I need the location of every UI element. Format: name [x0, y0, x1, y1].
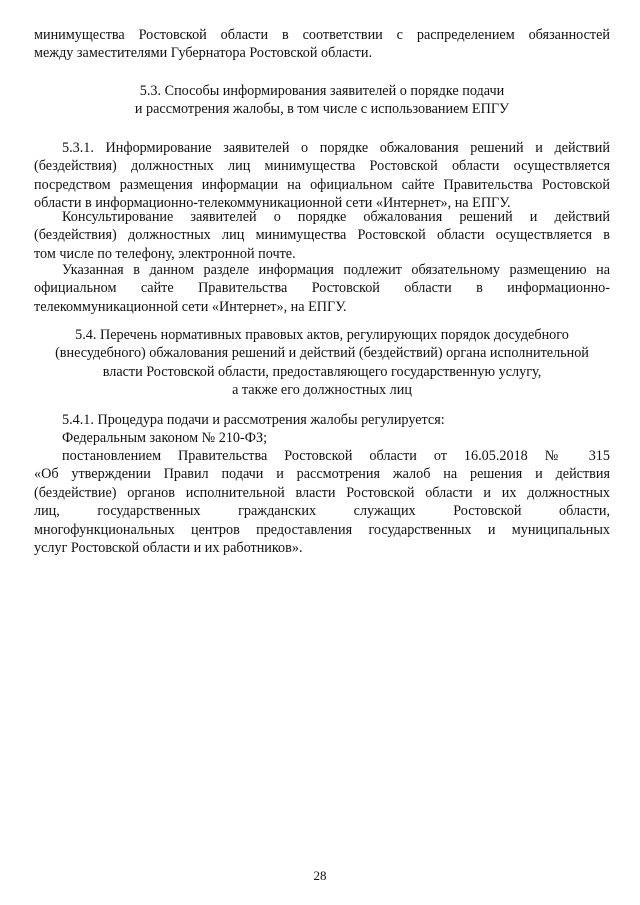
heading-line: власти Ростовской области, предоставляющего государственную услугу,	[102, 363, 542, 380]
paragraph-5-4-1	[34, 411, 610, 429]
paragraph-line: Консультирование заявителей о порядке обжалования решений и действий	[62, 209, 610, 225]
paragraph-line: (бездействия) должностных лиц минимущества Ростовской области осуществляется	[34, 158, 610, 175]
paragraph-line: минимущества Ростовской области в соответствии с распределением обязанностей	[34, 27, 610, 43]
paragraph-line: Указанная в данном разделе информация подлежит обязательному размещению на	[62, 262, 610, 278]
paragraph-line: Федеральным законом № 210-ФЗ;	[62, 430, 268, 446]
paragraph-line: 5.4.1. Процедура подачи и рассмотрения жалобы регулируется:	[62, 412, 445, 428]
paragraph-federal-law	[34, 429, 610, 447]
heading-line: 5.4. Перечень нормативных правовых актов, регулирующих порядок досудебного	[75, 327, 569, 343]
top-paragraph	[34, 26, 610, 63]
paragraph-consulting	[34, 208, 610, 263]
paragraph-info-placement	[34, 261, 610, 316]
paragraph-line: 5.3.1. Информирование заявителей о порядке обжалования решений и действий	[62, 140, 610, 156]
paragraph-line: между заместителями Губернатора Ростовской области.	[34, 45, 373, 62]
heading-line: 5.3. Способы информирования заявителей о порядке подачи	[139, 83, 505, 99]
paragraph-5-3-1	[34, 139, 610, 213]
page-number: 28	[313, 868, 327, 883]
paragraph-line: постановлением Правительства Ростовской области от 16.05.2018 № 315	[62, 448, 610, 464]
paragraph-line: области в информационно-телекоммуникационной сети «Интернет», на ЕПГУ.	[34, 195, 511, 212]
paragraph-resolution	[34, 447, 610, 557]
heading-line: и рассмотрения жалобы, в том числе с использованием ЕПГУ	[134, 101, 510, 118]
paragraph-line: (бездействие) органов исполнительной власти Ростовской области и их должностных	[34, 484, 610, 501]
paragraph-line: официальном сайте Правительства Ростовской области в информационно-	[34, 280, 610, 297]
paragraph-line: посредством размещения информации на официальном сайте Правительства Ростовской	[34, 176, 610, 193]
paragraph-line: услуг Ростовской области и их работников».	[34, 540, 303, 557]
paragraph-line: (бездействия) должностных лиц минимущества Ростовской области осуществляется в	[34, 227, 610, 244]
paragraph-line: многофункциональных центров предоставления государственных и муниципальных	[34, 521, 610, 538]
heading-line: (внесудебного) обжалования решений и действий (бездействий) органа исполнительной	[55, 345, 589, 362]
section-heading-5-4	[34, 326, 610, 400]
paragraph-line: «Об утверждении Правил подачи и рассмотрения жалоб на решения и действия	[34, 466, 610, 483]
paragraph-line: лиц, государственных гражданских служащих Ростовской области,	[34, 503, 610, 520]
heading-line: а также его должностных лиц	[232, 382, 412, 399]
paragraph-line: телекоммуникационной сети «Интернет», на ЕПГУ.	[34, 298, 347, 315]
section-heading-5-3	[34, 82, 610, 119]
paragraph-line: том числе по телефону, электронной почте.	[34, 245, 296, 262]
